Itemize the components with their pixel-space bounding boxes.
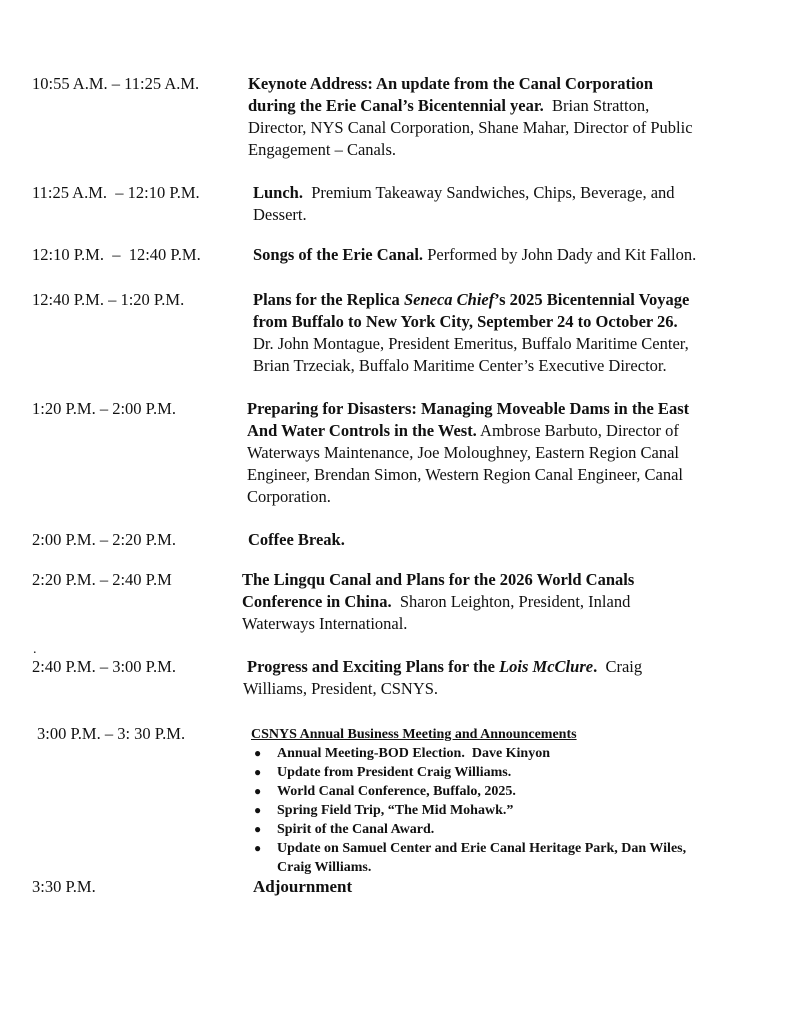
- agenda-title: Keynote Address: An update from the Canal Corporation: [248, 74, 654, 93]
- vessel-name: Seneca Chief: [403, 290, 495, 309]
- vessel-name: Lois McClure: [499, 657, 594, 676]
- agenda-time: 2:00 P.M. – 2:20 P.M.: [32, 530, 176, 549]
- meeting-item: ● Spring Field Trip, “The Mid Mohawk.”: [254, 803, 514, 818]
- adjournment-label: Adjournment: [253, 877, 353, 896]
- agenda-speakers: Waterways International.: [242, 614, 408, 633]
- agenda-description: [243, 656, 642, 700]
- agenda-title: Conference in China.: [242, 592, 392, 611]
- agenda-speakers: Williams, President, CSNYS.: [243, 679, 439, 698]
- agenda-title: Songs of the Erie Canal.: [253, 245, 424, 264]
- agenda-time: 2:40 P.M. – 3:00 P.M.: [32, 657, 176, 676]
- agenda-title: Lunch.: [253, 183, 303, 202]
- agenda-description: [253, 244, 696, 266]
- meeting-items: [251, 744, 686, 877]
- meeting-item: ● Annual Meeting-BOD Election. Dave Kinyon: [254, 746, 551, 761]
- agenda-title: Plans for the Replica Seneca Chief’s 2025 Bicentennial Voyage: [253, 290, 690, 309]
- agenda-title: Progress and Exciting Plans for the Lois McClure.: [247, 657, 598, 676]
- agenda-details: Dessert.: [253, 205, 307, 224]
- agenda-description: [253, 876, 352, 898]
- agenda-speakers: Brian Trzeciak, Buffalo Maritime Center’s Executive Director.: [253, 356, 667, 375]
- meeting-item: ● Update from President Craig Williams.: [254, 765, 512, 780]
- agenda-speakers: Ambrose Barbuto, Director of: [476, 421, 679, 440]
- meeting-title: CSNYS Annual Business Meeting and Announcements: [251, 727, 577, 742]
- agenda-title: from Buffalo to New York City, September 24 to October 26.: [253, 312, 678, 331]
- stray-mark: .: [33, 642, 37, 657]
- agenda-time: 3:30 P.M.: [32, 877, 96, 896]
- agenda-description: [248, 529, 345, 551]
- agenda-speakers: Corporation.: [247, 487, 331, 506]
- agenda-description: [242, 569, 634, 635]
- agenda-time: 12:40 P.M. – 1:20 P.M.: [32, 290, 185, 309]
- agenda-time: 2:20 P.M. – 2:40 P.M: [32, 570, 172, 589]
- agenda-speakers: Sharon Leighton, President, Inland: [391, 592, 631, 611]
- bullet-icon: ●: [254, 765, 262, 779]
- agenda-details: Premium Takeaway Sandwiches, Chips, Beverage, and: [302, 183, 675, 202]
- agenda-speakers: Engagement – Canals.: [248, 140, 397, 159]
- bullet-icon: ●: [254, 841, 262, 855]
- agenda-title: And Water Controls in the West.: [247, 421, 477, 440]
- agenda-speakers: Brian Stratton,: [543, 96, 650, 115]
- agenda-description: [253, 182, 675, 226]
- agenda-speakers: Craig: [597, 657, 643, 676]
- agenda-title: The Lingqu Canal and Plans for the 2026 World Canals: [242, 570, 635, 589]
- meeting-description: [251, 725, 686, 877]
- meeting-item-continuation: Craig Williams.: [277, 860, 372, 875]
- agenda-title: Preparing for Disasters: Managing Moveable Dams in the East: [247, 399, 690, 418]
- bullet-icon: ●: [254, 784, 262, 798]
- agenda-speakers: Director, NYS Canal Corporation, Shane Mahar, Director of Public: [248, 118, 693, 137]
- agenda-time: 3:00 P.M. – 3: 30 P.M.: [37, 724, 186, 743]
- agenda-performers: Performed by John Dady and Kit Fallon.: [423, 245, 697, 264]
- agenda-time: 11:25 A.M. – 12:10 P.M.: [32, 183, 200, 202]
- agenda-time: 10:55 A.M. – 11:25 A.M.: [32, 74, 200, 93]
- agenda-time: 12:10 P.M. – 12:40 P.M.: [32, 245, 201, 264]
- agenda-description: [247, 398, 689, 508]
- agenda-time: 1:20 P.M. – 2:00 P.M.: [32, 399, 176, 418]
- agenda-description: [248, 73, 693, 161]
- bullet-icon: ●: [254, 822, 262, 836]
- agenda-title: during the Erie Canal’s Bicentennial year.: [248, 96, 544, 115]
- agenda-speakers: Dr. John Montague, President Emeritus, Buffalo Maritime Center,: [253, 334, 689, 353]
- meeting-item: ● Update on Samuel Center and Erie Canal Heritage Park, Dan Wiles,: [254, 841, 687, 856]
- agenda-speakers: Waterways Maintenance, Joe Moloughney, Eastern Region Canal: [247, 443, 679, 462]
- meeting-item: ● Spirit of the Canal Award.: [254, 822, 435, 837]
- meeting-item: ● World Canal Conference, Buffalo, 2025.: [254, 784, 516, 799]
- agenda-title: Coffee Break.: [248, 530, 345, 549]
- agenda-speakers: Engineer, Brendan Simon, Western Region Canal Engineer, Canal: [247, 465, 684, 484]
- bullet-icon: ●: [254, 746, 262, 760]
- bullet-icon: ●: [254, 803, 262, 817]
- agenda-description: [253, 289, 689, 377]
